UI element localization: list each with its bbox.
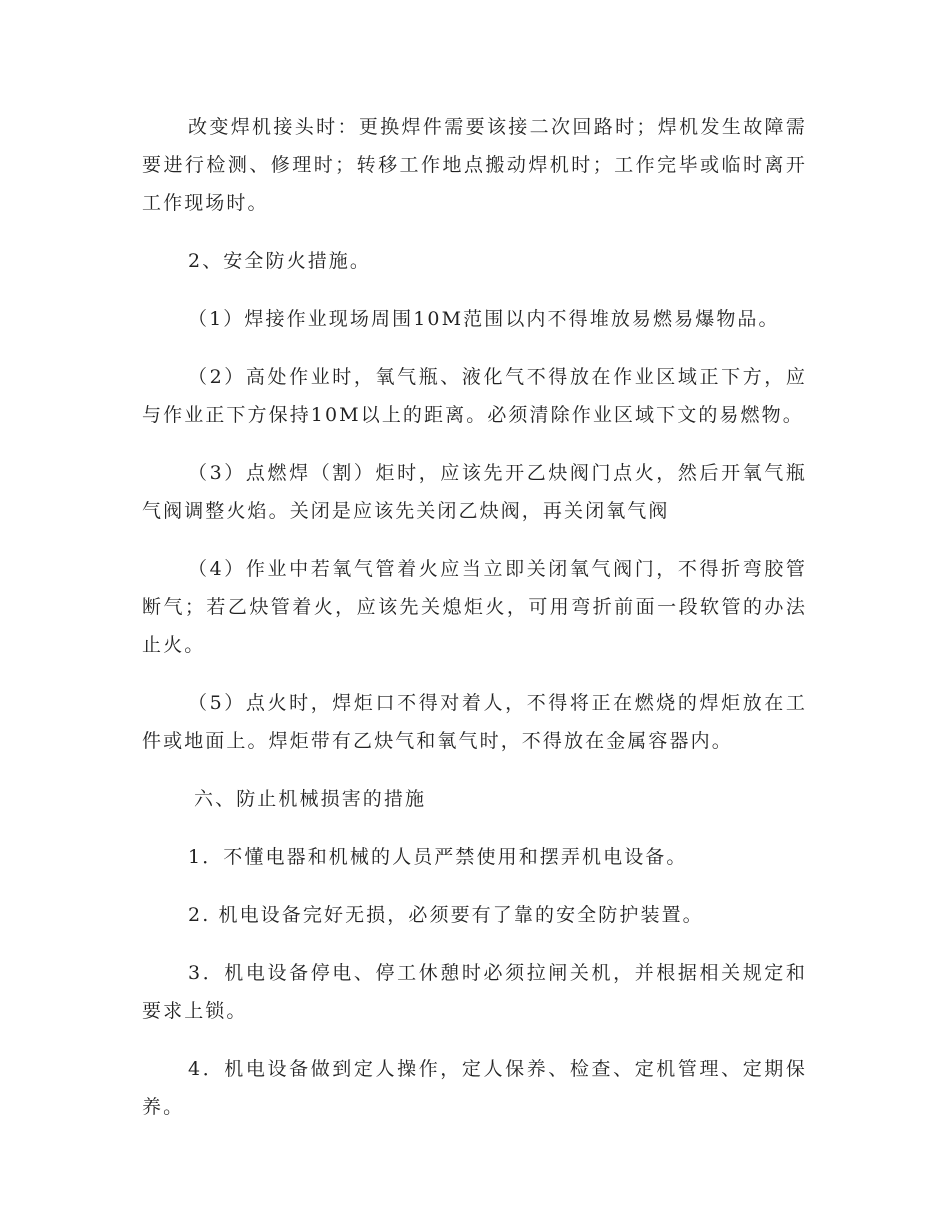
paragraph-mech-4: 4．机电设备做到定人操作，定人保养、检查、定机管理、定期保养。 xyxy=(142,1058,807,1118)
paragraph-welder-disconnect: 改变焊机接头时：更换焊件需要该接二次回路时；焊机发生故障需要进行检测、修理时；转移工作地点搬动焊机时；工作完毕或临时离开工作现场时。 xyxy=(142,116,807,214)
paragraph-fire-5: （5）点火时，焊炬口不得对着人，不得将正在燃烧的焊炬放在工件或地面上。焊炬带有乙炔气和氧气时，不得放在金属容器内。 xyxy=(142,692,807,752)
document-body xyxy=(142,108,807,1146)
paragraph-fire-4: （4）作业中若氧气管着火应当立即关闭氧气阀门，不得折弯胶管断气；若乙炔管着火，应该先关熄炬火，可用弯折前面一段软管的办法止火。 xyxy=(142,558,807,656)
section-heading-mechanical: 六、防止机械损害的措施 xyxy=(194,788,427,810)
paragraph-fire-1: （1）焊接作业现场周围10M范围以内不得堆放易燃易爆物品。 xyxy=(188,308,780,330)
paragraph-mech-1: 1．不懂电器和机械的人员严禁使用和摆弄机电设备。 xyxy=(188,846,688,868)
section-heading-fire-safety: 2、安全防火措施。 xyxy=(188,250,371,272)
paragraph-mech-2: 2. 机电设备完好无损，必须要有了靠的安全防护装置。 xyxy=(188,904,704,926)
paragraph-fire-3: （3）点燃焊（割）炬时，应该先开乙炔阀门点火，然后开氧气瓶气阀调整火焰。关闭是应该先关闭乙炔阀，再关闭氧气阀 xyxy=(142,462,807,522)
paragraph-fire-2: （2）高处作业时，氧气瓶、液化气不得放在作业区域正下方，应与作业正下方保持10M以上的距离。必须清除作业区域下文的易燃物。 xyxy=(142,366,807,426)
paragraph-mech-3: 3．机电设备停电、停工休憩时必须拉闸关机，并根据相关规定和要求上锁。 xyxy=(142,962,807,1022)
